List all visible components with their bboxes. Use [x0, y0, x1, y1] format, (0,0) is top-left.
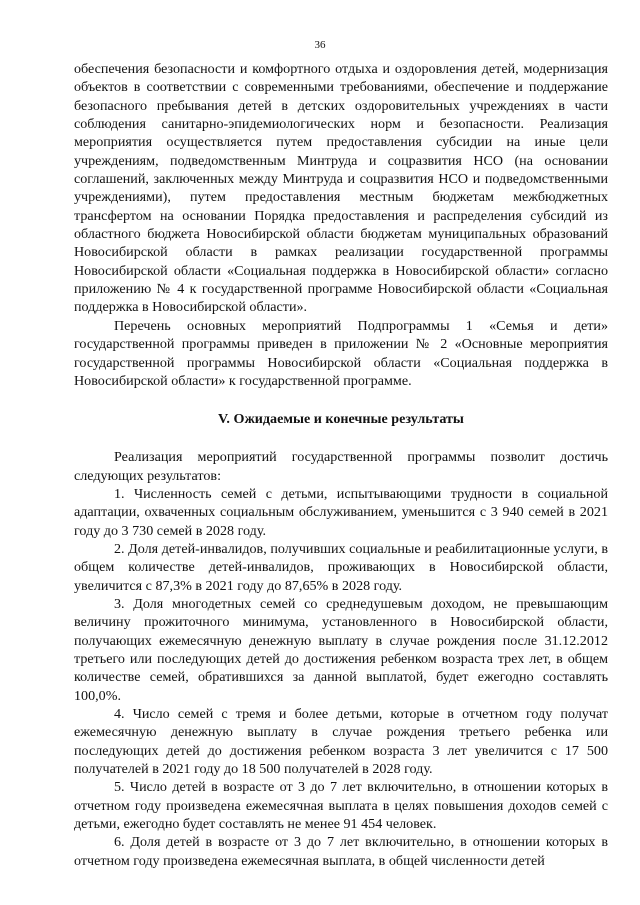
- paragraph-events-list: Перечень основных мероприятий Подпрограммы 1 «Семья и дети» государственной программы приведен в приложении № 2 «Основные мероприятия государственной программы Новосибирской области «Социальная поддержка в Новосибирской области» к государственной программе.: [74, 317, 608, 389]
- result-item-6: 6. Доля детей в возрасте от 3 до 7 лет включительно, в отношении которых в отчетном году произведена ежемесячная выплата, в общей численности детей: [74, 834, 608, 869]
- paragraph-continuation: обеспечения безопасности и комфортного отдыха и оздоровления детей, модернизация объектов в соответствии с современными требованиями, обеспечение и поддержание безопасного пребывания детей в детских оздоровительных учреждениях в части соблюдения санитарно-эпидемиологических норм и безопасности. Реализация мероприятия осуществляется путем предоставления субсидии на иные цели учреждениям, подведомственным Минтруда и соцразвития НСО (на основании соглашений, заключенных между Минтруда и соцразвития НСО и подведомственными учреждениями), путем предоставления местным бюджетам межбюджетных трансфертом на основании Порядка предоставления и распределения субсидий из областного бюджета Новосибирской области бюджетам муниципальных образований Новосибирской области в рамках реализации государственной программы Новосибирской области «Социальная поддержка в Новосибирской области» согласно приложению № 4 к государственной программе Новосибирской области «Социальная поддержка в Новосибирской области».: [74, 61, 608, 316]
- result-item-1: 1. Численность семей с детьми, испытывающими трудности в социальной адаптации, охваченных социальным обслуживанием, уменьшится с 3 940 семей в 2021 году до 3 730 семей в 2028 году.: [74, 485, 608, 539]
- section-heading: V. Ожидаемые и конечные результаты: [218, 411, 464, 428]
- result-item-4: 4. Число семей с тремя и более детьми, которые в отчетном году получат ежемесячную денежную выплату в случае рождения третьего ребенка или последующих детей до достижения ребенком возраста 3 лет увеличится с 17 500 получателей в 2021 году до 18 500 получателей в 2028 году.: [74, 706, 608, 778]
- result-item-5: 5. Число детей в возрасте от 3 до 7 лет включительно, в отношении которых в отчетном году произведена ежемесячная выплата в целях повышения доходов семей с детьми, ежегодно будет составлять не менее 91 454 человек.: [74, 779, 608, 833]
- result-item-3: 3. Доля многодетных семей со среднедушевым доходом, не превышающим величину прожиточного минимума, установленного в Новосибирской области, получающих ежемесячную денежную выплату в случае рождения после 31.12.2012 третьего или последующих детей до достижения ребенком возраста трех лет, в общем количестве семей, обратившихся за данной выплатой, будет ежегодно составлять 100,0%.: [74, 595, 608, 704]
- document-body: [74, 60, 608, 870]
- page-number: 36: [314, 39, 326, 51]
- section-intro: Реализация мероприятий государственной программы позволит достичь следующих результатов:: [74, 449, 608, 484]
- result-item-2: 2. Доля детей-инвалидов, получивших социальные и реабилитационные услуги, в общем количестве детей-инвалидов, проживающих в Новосибирской области, увеличится с 87,3% в 2021 году до 87,65% в 2028 году.: [74, 540, 608, 594]
